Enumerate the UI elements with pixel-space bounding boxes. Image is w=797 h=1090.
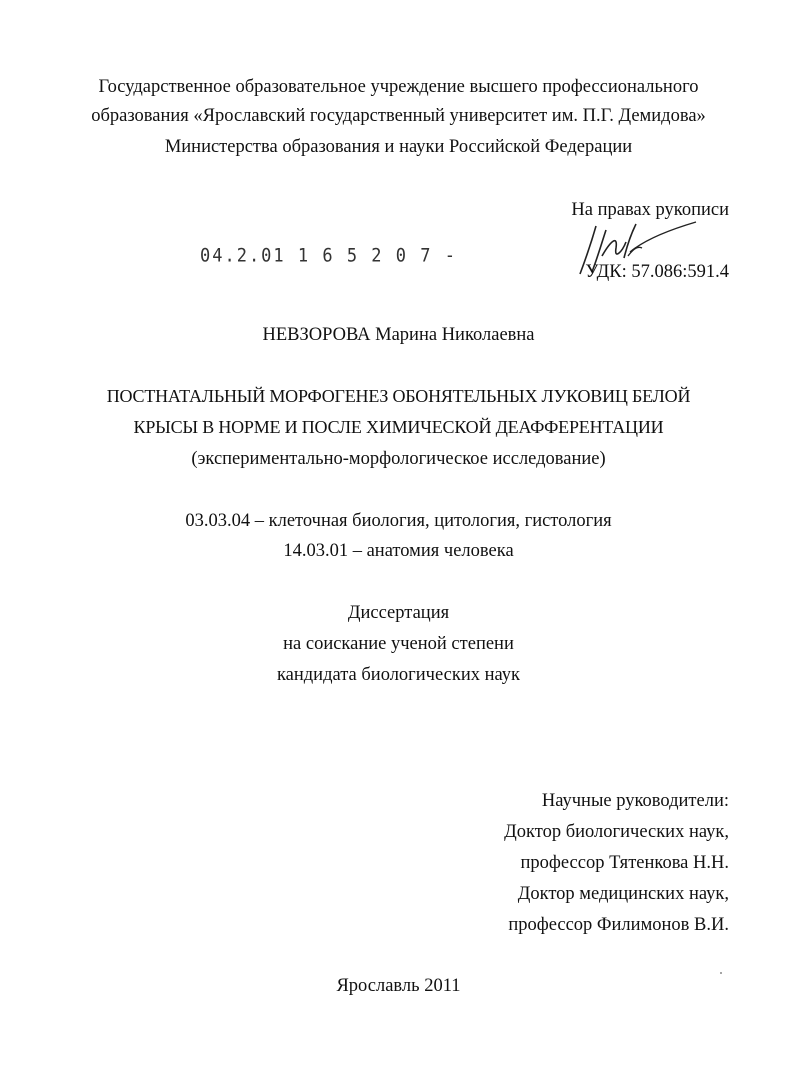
- specialty-line-2: 14.03.01 – анатомия человека: [283, 541, 514, 561]
- specialty-line-1: 03.03.04 – клеточная биология, цитология, гистология: [185, 511, 612, 531]
- supervisors-heading: Научные руководители:: [541, 791, 729, 811]
- author-name: НЕВЗОРОВА Марина Николаевна: [262, 325, 535, 345]
- title-subtitle: (экспериментально-морфологическое исследование): [191, 449, 606, 469]
- supervisor-1-degree: Доктор биологических наук,: [504, 822, 729, 842]
- institution-line-2: образования «Ярославский государственный университет им. П.Г. Демидова»: [91, 106, 706, 126]
- title-line-1: ПОСТНАТАЛЬНЫЙ МОРФОГЕНЕЗ ОБОНЯТЕЛЬНЫХ ЛУКОВИЦ БЕЛОЙ: [106, 386, 691, 406]
- degree-line-2: на соискание ученой степени: [283, 634, 514, 654]
- manuscript-note: На правах рукописи: [571, 200, 729, 220]
- supervisor-1-name: профессор Тятенкова Н.Н.: [520, 853, 729, 873]
- scan-speck: [720, 972, 722, 974]
- institution-line-3: Министерства образования и науки Российской Федерации: [164, 137, 633, 157]
- supervisor-2-degree: Доктор медицинских наук,: [517, 884, 729, 904]
- institution-line-1: Государственное образовательное учреждение высшего профессионального: [98, 77, 699, 97]
- degree-line-1: Диссертация: [347, 603, 450, 623]
- supervisor-2-name: профессор Филимонов В.И.: [508, 915, 729, 935]
- title-line-2: КРЫСЫ В НОРМЕ И ПОСЛЕ ХИМИЧЕСКОЙ ДЕАФФЕРЕНТАЦИИ: [133, 417, 664, 437]
- registration-stamp-number: 04.2.01 1 6 5 2 0 7 -: [200, 245, 457, 267]
- udk-code: УДК: 57.086:591.4: [585, 262, 729, 282]
- city-year: Ярославль 2011: [336, 976, 461, 996]
- degree-line-3: кандидата биологических наук: [276, 665, 521, 685]
